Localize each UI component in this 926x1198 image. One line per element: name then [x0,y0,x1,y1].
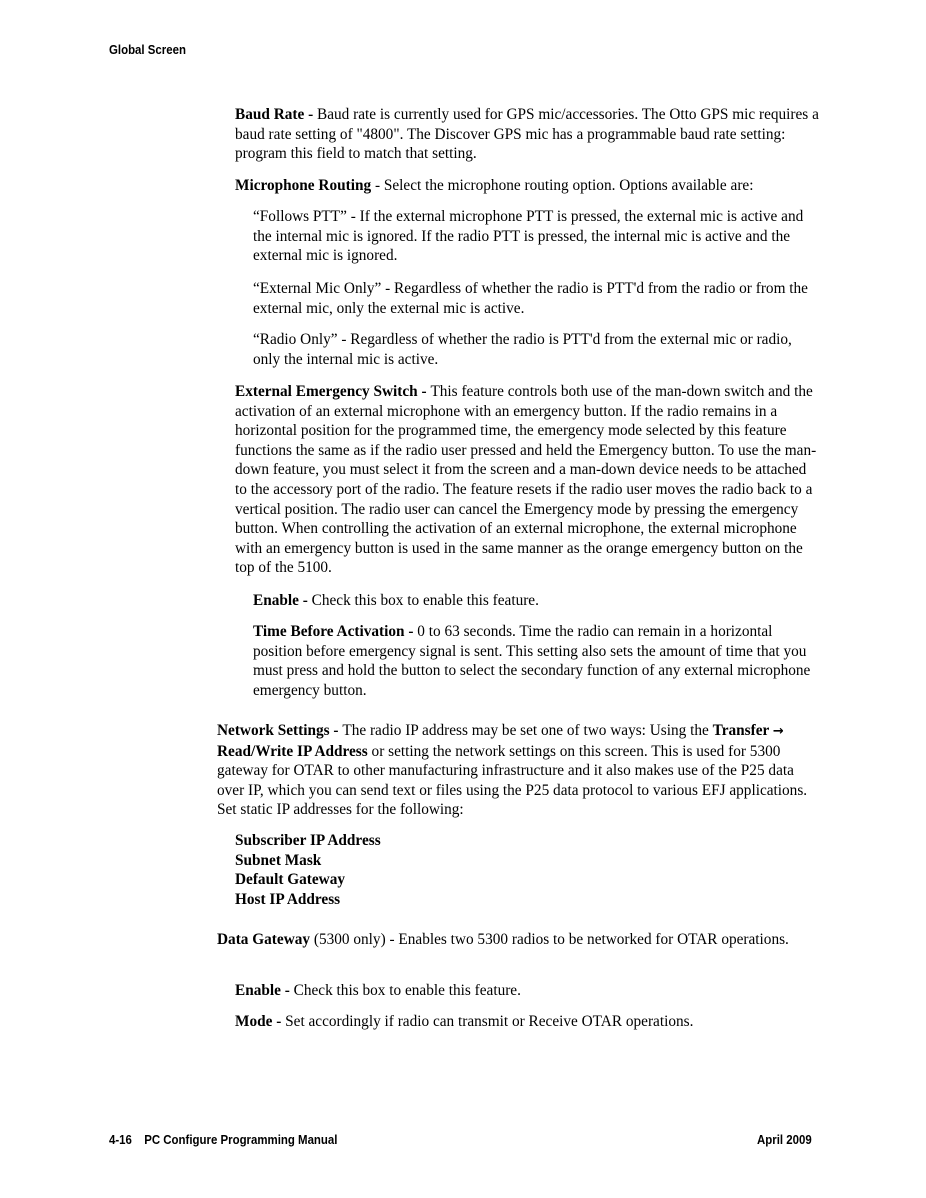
ip-address-list [235,831,820,909]
external-mic-only-option: “External Mic Only” - Regardless of whether the radio is PTT'd from the radio or from the external mic, only the external mic is active. [253,280,808,317]
network-settings-text-2: or setting the network settings on this screen. This is used for 5300 gateway for OTAR to other manufacturing infrastructure and it also makes use of the P25 data over IP, which you can send text or files using the P25 data protocol to various EFJ applications. Set static IP addresses for the following: [217,742,808,819]
data-gateway-text: (5300 only) - Enables two 5300 radios to be networked for OTAR operations. [310,931,789,948]
running-header: Global Screen [109,42,186,57]
time-before-activation-term: Time Before Activation - [253,623,418,640]
footer-date: April 2009 [757,1132,812,1147]
network-settings-term: Network Settings - [217,722,343,739]
radio-only-option: “Radio Only” - Regardless of whether the radio is PTT'd from the external mic or radio, only the internal mic is active. [253,331,792,368]
arrow-right-icon: → [772,724,784,739]
baud-rate-paragraph [235,105,820,164]
list-item: Host IP Address [235,890,341,908]
footer-left [109,1132,337,1147]
external-emergency-paragraph [235,382,820,578]
network-settings-paragraph [217,721,820,820]
emergency-enable-term: Enable - [253,592,312,609]
manual-title: PC Configure Programming Manual [144,1132,338,1147]
emergency-enable-text: Check this box to enable this feature. [311,592,539,609]
data-gateway-enable-text: Check this box to enable this feature. [293,982,521,999]
baud-rate-term: Baud Rate - [235,106,318,123]
read-write-ip-term: Read/Write IP Address [217,742,368,760]
time-before-activation-paragraph [253,622,820,700]
data-gateway-term: Data Gateway [217,931,311,948]
data-gateway-enable-paragraph [235,981,820,1001]
external-emergency-term: External Emergency Switch - [235,383,431,400]
data-gateway-paragraph [217,930,820,950]
time-before-activation-text: 0 to 63 seconds. Time the radio can remain in a horizontal position before emergency signal is sent. This setting also sets the amount of time that you must press and hold the button to select the secondary function of any external microphone emergency button. [253,623,811,699]
list-item: Subscriber IP Address [235,832,381,849]
baud-rate-text: Baud rate is currently used for GPS mic/accessories. The Otto GPS mic requires a baud rate setting of "4800". The Discover GPS mic has a programmable baud rate setting: program this field to match that setting. [235,106,819,163]
data-gateway-mode-text: Set accordingly if radio can transmit or Receive OTAR operations. [285,1013,694,1030]
list-item: Default Gateway [235,871,346,889]
data-gateway-enable-term: Enable - [235,982,294,999]
mic-routing-text: - Select the microphone routing option. Options available are: [371,177,754,194]
page-number: 4-16 [109,1132,132,1147]
data-gateway-mode-paragraph [235,1012,820,1032]
external-emergency-text: This feature controls both use of the man-down switch and the activation of an external microphone with an emergency button. If the radio remains in a horizontal position for the programmed time, the emergency mode selected by this feature functions the same as if the radio user pressed and held the Emergency button. To use the man-down feature, you must select it from the screen and a man-down device needs to be attached to the accessory port of the radio. The feature resets if the radio user moves the radio back to a vertical position. The radio user can cancel the Emergency mode by pressing the emergency button. When controlling the activation of an external microphone, the external microphone with an emergency button is used in the same manner as the orange emergency button on the top of the 5100. [235,383,817,577]
network-settings-text-1: The radio IP address may be set one of two ways: Using the [342,722,713,739]
follows-ptt-option: “Follows PTT” - If the external microphone PTT is pressed, the external mic is active and the internal mic is ignored. If the radio PTT is pressed, the internal mic is active and the external mic is ignored. [253,208,804,265]
list-item: Subnet Mask [235,851,322,869]
mic-routing-paragraph [235,176,820,196]
emergency-enable-paragraph [253,591,820,611]
mic-routing-term: Microphone Routing [235,177,372,194]
data-gateway-mode-term: Mode - [235,1013,286,1030]
transfer-menu-term: Transfer [712,722,773,739]
